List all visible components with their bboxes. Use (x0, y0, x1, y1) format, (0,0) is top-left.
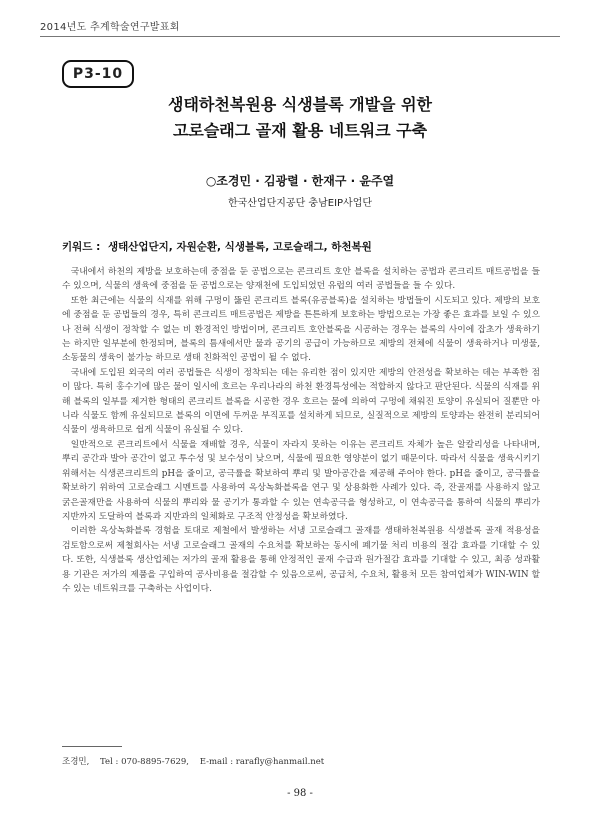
footnote-email: E-mail : rarafly@hanmail.net (199, 757, 325, 767)
paper-title-line-2: 고로슬래그 골재 활용 네트워크 구축 (172, 121, 428, 140)
header-divider (40, 36, 560, 37)
body-text (62, 265, 540, 596)
conference-header: 2014년도 추계학술연구발표회 (40, 22, 180, 33)
paper-title-line-1: 생태하천복원용 식생블록 개발을 위한 (167, 95, 432, 114)
keywords-text: 생태산업단지, 자원순환, 식생블록, 고로슬래그, 하천복원 (107, 241, 372, 253)
body-paragraph: 국내에 도입된 외국의 여러 공법들은 식생이 정착되는 데는 유리한 점이 있지만 제방의 안전성을 확보하는 데는 부족한 점이 많다. 특히 홍수기에 많은 물이 일시에 흐르는 우리나라의 하천 환경특성에는 적합하지 않다고 판단된다. 식물의 식재를 위해 블록의 일부를 제거한 형태의 콘크리트 블록을 시공한 경우 흐르는 물에 의하여 구멍에 채워진 토양이 유실되어 질뿐만 아니라 식물도 함께 유실되므로 블록의 이면에 두꺼운 부직포를 설치하게 되므로, 실질적으로 제방의 토양과는 완전히 분리되어 식물이 생육하므로 쉽게 식물이 유실될 수 있다. (62, 367, 540, 436)
footnote-name: 조경민, (62, 757, 90, 767)
affiliation: 한국산업단지공단 충남EIP사업단 (227, 198, 373, 209)
page-number: - 98 - (287, 788, 313, 799)
footnote-divider (62, 746, 122, 747)
footnote (62, 755, 332, 767)
body-paragraph: 일반적으로 콘크리트에서 식물을 재배할 경우, 식물이 자라지 못하는 이유는 콘크리트 자체가 높은 알칼리성을 나타내며, 뿌리 공간과 발아 공간이 없고 투수성 및 보수성이 낮으며, 식물에 필요한 영양분이 없기 때문이다. 따라서 식물을 생육시키기 위해서는 식생콘크리트의 pH을 줄이고, 공극률을 확보하여 뿌리 및 발아공간을 제공해 주어야 한다. pH을 줄이고, 공극률을 확보하기 위하여 고로슬래그 시멘트를 사용하여 옥상녹화블록을 연구 및 상용화한 사례가 있다. 즉, 잔골재를 사용하지 않고 굵은골재만을 사용하여 식물의 뿌리와 물 공기가 통과할 수 있는 연속공극을 형성하고, 이 연속공극을 통하여 식물의 뿌리가 지반까지 도달하여 블록과 지반과의 일체화로 구조적 안정성을 확보하였다. (62, 439, 540, 522)
body-paragraph: 국내에서 하천의 제방을 보호하는데 중점을 둔 공법으로는 콘크리트 호안 블록을 설치하는 공법과 콘크리트 매트공법을 들 수 있으며, 식물의 생육에 중점을 둔 공법으로는 양재천에 도입되었던 유럽의 여러 공법들을 들 수 있다. (62, 267, 540, 292)
keywords (62, 239, 372, 254)
body-paragraph: 이러한 옥상녹화블록 경험을 토대로 제철에서 발생하는 서냉 고로슬래그 골재를 생태하천복원용 식생블록 골재 적용성을 검토함으로써 제철회사는 서냉 고로슬래그 골재의 수요처를 확보하는 동시에 폐기물 처리 비용의 절감 효과를 기대할 수 있다. 또한, 식생블록 생산업체는 저가의 골재 활용을 통해 안정적인 골재 수급과 원가절감 효과를 기대할 수 있고, 최종 성과활용 기관은 저가의 제품을 구입하여 공사비용을 절감할 수 있음으로써, 공급처, 수요처, 활용처 모든 참여업체가 WIN-WIN 할 수 있는 네트워크를 구축하는 사업이다. (62, 526, 540, 594)
author-list: ○조경민 · 김광렬 · 한재구 · 윤주열 (205, 174, 395, 188)
footnote-tel: Tel : 070-8895-7629, (100, 757, 190, 767)
body-paragraph: 또한 최근에는 식물의 식재를 위해 구멍이 뚫린 콘크리트 블록(유공블록)을 설치하는 방법들이 시도되고 있다. 제방의 보호에 중점을 둔 공법들의 경우, 특히 콘크리트 매트공법은 제방을 튼튼하게 보호하는 방법으로는 가장 좋은 효과를 보일 수 있으나 전혀 식생이 정착할 수 없는 비 환경적인 방법이며, 콘크리트 호안블록을 시공하는 경우는 블록의 사이에 잡초가 생육하기는 하지만 일부분에 한정되며, 블록의 틈새에서만 물과 공기의 공급이 가능하므로 제방의 전체에 식물이 생육하거나 미생물, 소동물의 생육이 불가능 하므로 생태 친화적인 공법이 될 수 없다. (62, 295, 540, 364)
keywords-label: 키워드 : (62, 241, 101, 253)
paper-code-badge: P3-10 (62, 60, 134, 88)
